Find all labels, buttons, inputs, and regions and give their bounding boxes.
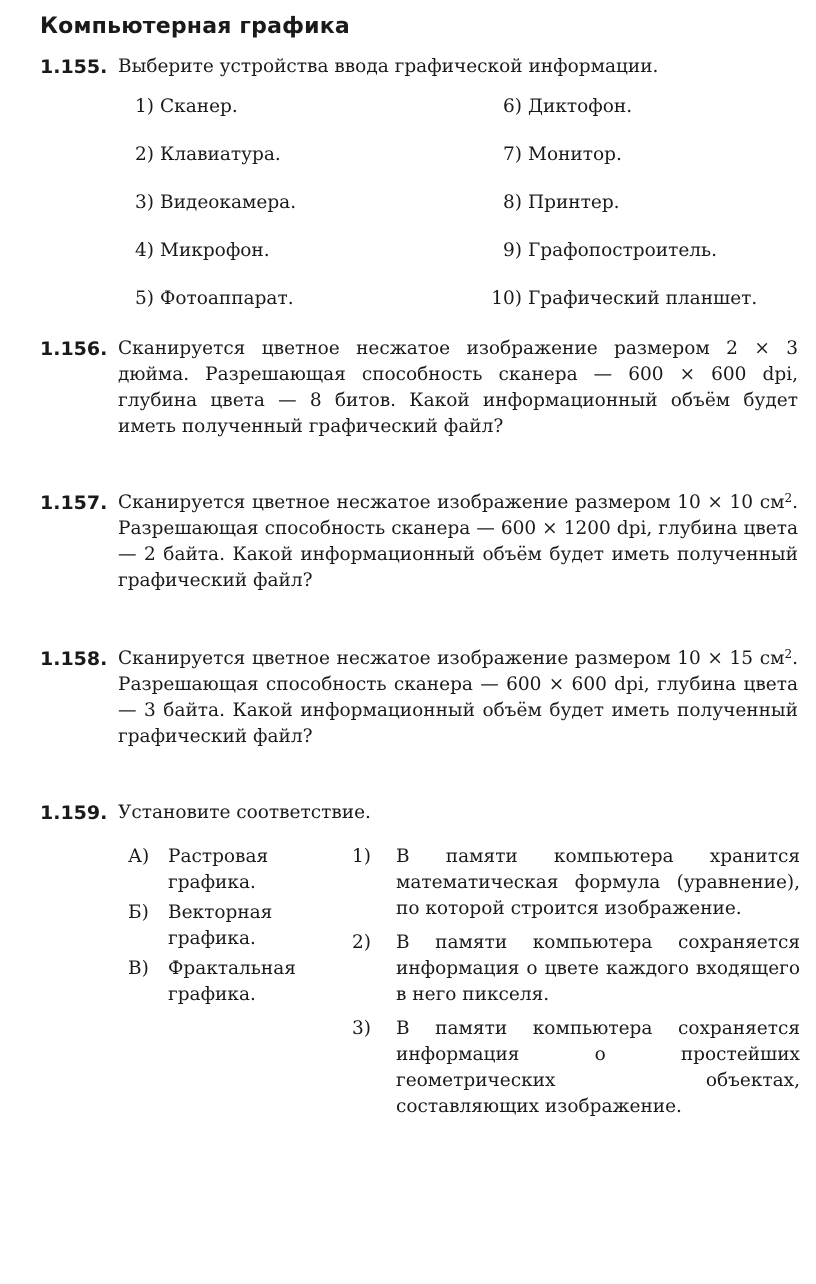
option-text: Сканер. <box>160 96 238 117</box>
match-text: Растровая графика. <box>168 846 269 893</box>
problem-1-158 <box>40 646 798 750</box>
problem-question: Выберите устройства ввода графической информации. <box>118 56 659 77</box>
option-item <box>478 238 757 286</box>
option-label: 9) <box>503 240 522 261</box>
option-text: Фотоаппарат. <box>160 288 294 309</box>
problem-text-part: . Разрешающая способность сканера — 600 × 1200 dpi, глубина цвета — 2 байта. Какой информационный объём будет иметь полученный графический файл? <box>118 492 798 591</box>
match-label: В) <box>128 958 149 979</box>
option-label: 4) <box>135 240 154 261</box>
option-item <box>120 238 296 286</box>
match-right-item <box>352 1016 800 1120</box>
option-label: 6) <box>503 96 522 117</box>
match-left-item <box>128 956 328 1008</box>
problem-text-part: . Разрешающая способность сканера — 600 × 600 dpi, глубина цвета — 3 байта. Какой информационный объём будет иметь полученный графический файл? <box>118 648 798 747</box>
option-label: 7) <box>503 144 522 165</box>
option-text: Графопостроитель. <box>528 240 718 261</box>
option-item <box>478 142 757 190</box>
problem-text-part: Сканируется цветное несжатое изображение размером 10 × 15 см <box>118 648 785 669</box>
match-column-right <box>352 844 800 1128</box>
problem-1-155 <box>40 54 798 324</box>
problem-1-159 <box>40 800 798 1180</box>
problem-question: Установите соответствие. <box>118 802 371 823</box>
problem-text <box>118 646 798 750</box>
option-text: Видеокамера. <box>160 192 297 213</box>
options-column-right <box>478 94 757 334</box>
option-item <box>120 94 296 142</box>
option-text: Принтер. <box>528 192 620 213</box>
problem-number: 1.155. <box>40 56 108 78</box>
option-label: 8) <box>503 192 522 213</box>
problem-text: Сканируется цветное несжатое изображение размером 2 × 3 дюйма. Разрешающая способность сканера — 600 × 600 dpi, глубина цвета — 8 битов. Какой информационный объём будет иметь полученный графический файл? <box>118 338 798 437</box>
match-label: 2) <box>352 932 371 953</box>
match-text: В памяти компьютера сохраняется информация о простейших геометрических объектах, составляющих изображение. <box>396 1018 800 1117</box>
match-label: А) <box>128 846 150 867</box>
problem-number: 1.157. <box>40 492 108 514</box>
problem-number: 1.159. <box>40 802 108 824</box>
option-item <box>478 94 757 142</box>
match-left-item <box>128 900 328 952</box>
problem-number: 1.158. <box>40 648 108 670</box>
option-label: 2) <box>135 144 154 165</box>
match-label: 3) <box>352 1018 371 1039</box>
option-item <box>120 286 296 334</box>
match-text: В памяти компьютера сохраняется информация о цвете каждого входящего в него пикселя. <box>396 932 800 1005</box>
option-text: Клавиатура. <box>160 144 281 165</box>
match-text: Векторная графика. <box>168 902 273 949</box>
option-item <box>478 286 757 334</box>
problem-text <box>118 490 798 594</box>
option-text: Микрофон. <box>160 240 270 261</box>
match-column-left <box>128 844 328 1012</box>
option-text: Диктофон. <box>528 96 633 117</box>
problem-text-part: Сканируется цветное несжатое изображение размером 10 × 10 см <box>118 492 785 513</box>
option-item <box>120 190 296 238</box>
match-label: Б) <box>128 902 149 923</box>
match-right-item <box>352 930 800 1008</box>
option-item <box>120 142 296 190</box>
option-text: Монитор. <box>528 144 622 165</box>
problem-number: 1.156. <box>40 338 108 360</box>
problem-1-156 <box>40 336 798 440</box>
superscript: 2 <box>784 491 793 505</box>
options-column-left <box>120 94 296 334</box>
section-title: Компьютерная графика <box>40 14 350 39</box>
option-label: 10) <box>491 288 522 309</box>
match-text: В памяти компьютера хранится математическая формула (уравнение), по которой строится изображение. <box>396 846 800 919</box>
match-text: Фрактальная графика. <box>168 958 296 1005</box>
problem-1-157 <box>40 490 798 594</box>
option-item <box>478 190 757 238</box>
option-label: 5) <box>135 288 154 309</box>
superscript: 2 <box>784 647 793 661</box>
option-label: 3) <box>135 192 154 213</box>
match-label: 1) <box>352 846 371 867</box>
option-label: 1) <box>135 96 154 117</box>
option-text: Графический планшет. <box>528 288 758 309</box>
match-left-item <box>128 844 328 896</box>
match-right-item <box>352 844 800 922</box>
